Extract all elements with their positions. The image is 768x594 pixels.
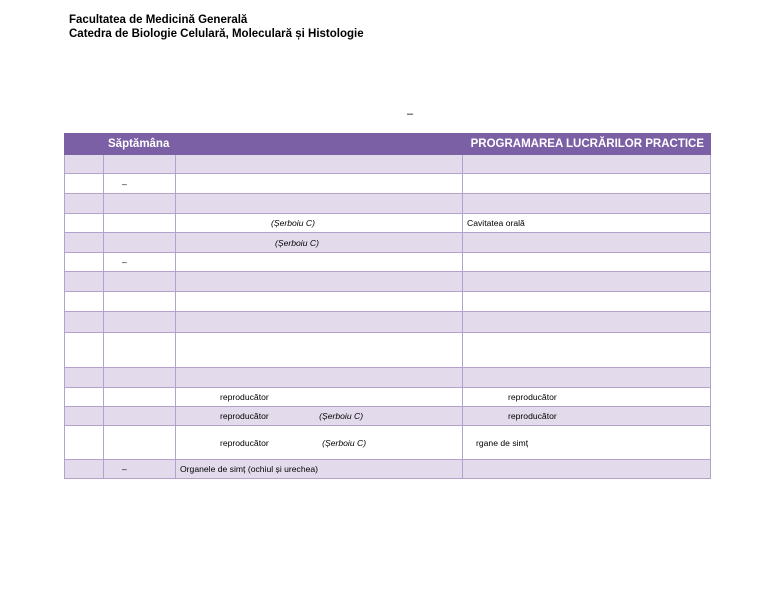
- lecture-topic: reproducător: [220, 437, 269, 448]
- instructor-name: (Șerboiu C): [271, 218, 315, 228]
- table-header-row: [65, 134, 711, 155]
- lecture-topic: Organele de simț (ochiul și urechea): [180, 464, 319, 474]
- table-row: [65, 292, 711, 312]
- instructor-name: (Șerboiu C): [319, 411, 364, 421]
- faculty-name: Facultatea de Medicină Generală: [69, 14, 248, 26]
- table-row: [65, 233, 711, 253]
- program-column-header: PROGRAMAREA LUCRĂRILOR PRACTICE: [463, 134, 711, 155]
- table-row: [65, 214, 711, 233]
- table-row: [65, 253, 711, 272]
- practical-topic: Cavitatea orală: [467, 218, 525, 228]
- week-dash: –: [122, 178, 127, 189]
- table-row: [65, 333, 711, 368]
- table-row: [65, 312, 711, 333]
- table-row: [65, 388, 711, 407]
- table-row: [65, 194, 711, 214]
- practical-topic: rgane de simț: [476, 437, 529, 448]
- week-dash: –: [122, 257, 127, 267]
- table-row: [65, 174, 711, 194]
- department-name: Catedra de Biologie Celulară, Moleculară și Histologie: [69, 28, 364, 40]
- table-row: [65, 155, 711, 174]
- title-dash: –: [407, 108, 414, 120]
- week-dash: –: [122, 464, 127, 474]
- table-row: [65, 272, 711, 292]
- table-row: [65, 368, 711, 388]
- instructor-name: (Șerboiu C): [275, 237, 319, 248]
- lecture-topic: reproducător: [220, 392, 269, 402]
- practical-topic: reproducător: [508, 411, 557, 421]
- week-column-header: Săptămâna: [104, 134, 463, 155]
- schedule-table: [64, 133, 711, 479]
- table-row: [65, 407, 711, 426]
- table-row: [65, 460, 711, 479]
- lecture-topic: reproducător: [220, 411, 269, 421]
- document-header: [69, 13, 364, 41]
- instructor-name: (Șerboiu C): [322, 437, 367, 448]
- practical-topic: reproducător: [508, 392, 557, 402]
- table-row: [65, 426, 711, 460]
